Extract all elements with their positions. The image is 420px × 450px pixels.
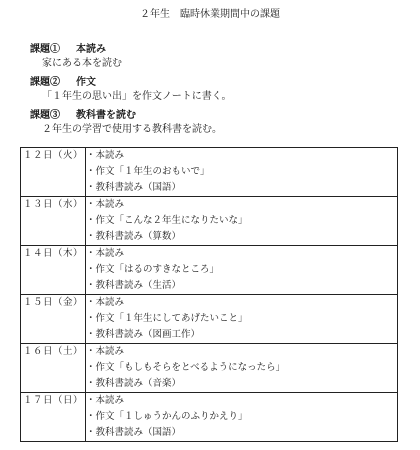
task-description-2: 「１年生の思い出」を作文ノートに書く。: [42, 91, 232, 102]
task-name: 教科書を読む: [76, 110, 136, 121]
schedule-row: [21, 246, 398, 295]
day-cell: １７日（日）: [21, 393, 86, 442]
schedule-item: ・本読み: [86, 248, 125, 259]
items-cell: [86, 197, 398, 246]
day-cell: １２日（火）: [21, 148, 86, 197]
schedule-item: ・作文「１年生にしてあげたいこと」: [86, 313, 248, 324]
schedule-row: [21, 148, 398, 197]
task-name: 本読み: [76, 44, 106, 55]
page-title: ２年生 臨時休業期間中の課題: [140, 9, 280, 20]
schedule-item: ・作文「１しゅうかんのふりかえり」: [86, 411, 248, 422]
schedule-item: ・教科書読み（図画工作）: [86, 329, 201, 340]
schedule-item: ・作文「１年生のおもいで」: [86, 166, 210, 177]
items-cell: [86, 344, 398, 393]
schedule-row: [21, 295, 398, 344]
task-heading-3: [30, 109, 400, 123]
task-number: 課題②: [30, 77, 60, 88]
day-cell: １５日（金）: [21, 295, 86, 344]
schedule-item: ・教科書読み（国語）: [86, 427, 182, 438]
task-number: 課題①: [30, 44, 60, 55]
schedule-item: ・教科書読み（音楽）: [86, 378, 182, 389]
schedule-item: ・本読み: [86, 297, 125, 308]
task-number: 課題③: [30, 110, 60, 121]
task-list: [30, 43, 400, 142]
task-description-1: 家にある本を読む: [42, 58, 122, 69]
schedule-item: ・作文「こんな２年生になりたいな」: [86, 215, 248, 226]
day-cell: １３日（水）: [21, 197, 86, 246]
day-cell: １４日（木）: [21, 246, 86, 295]
schedule-item: ・本読み: [86, 150, 125, 161]
schedule-item: ・本読み: [86, 199, 125, 210]
schedule-item: ・教科書読み（国語）: [86, 182, 182, 193]
schedule-item: ・本読み: [86, 346, 125, 357]
task-description-3: ２年生の学習で使用する教科書を読む。: [42, 124, 222, 135]
schedule-row: [21, 344, 398, 393]
schedule-item: ・作文「はるのすきなところ」: [86, 264, 220, 275]
schedule-row: [21, 393, 398, 442]
items-cell: [86, 246, 398, 295]
items-cell: [86, 148, 398, 197]
schedule-item: ・教科書読み（生活）: [86, 280, 182, 291]
items-cell: [86, 393, 398, 442]
items-cell: [86, 295, 398, 344]
schedule-item: ・作文「もしもそらをとべるようになったら」: [86, 362, 286, 373]
schedule-row: [21, 197, 398, 246]
task-name: 作文: [76, 77, 96, 88]
schedule-item: ・本読み: [86, 395, 125, 406]
schedule-table: [20, 147, 398, 442]
day-cell: １６日（土）: [21, 344, 86, 393]
task-heading-2: [30, 76, 400, 90]
task-heading-1: [30, 43, 400, 57]
schedule-item: ・教科書読み（算数）: [86, 231, 182, 242]
